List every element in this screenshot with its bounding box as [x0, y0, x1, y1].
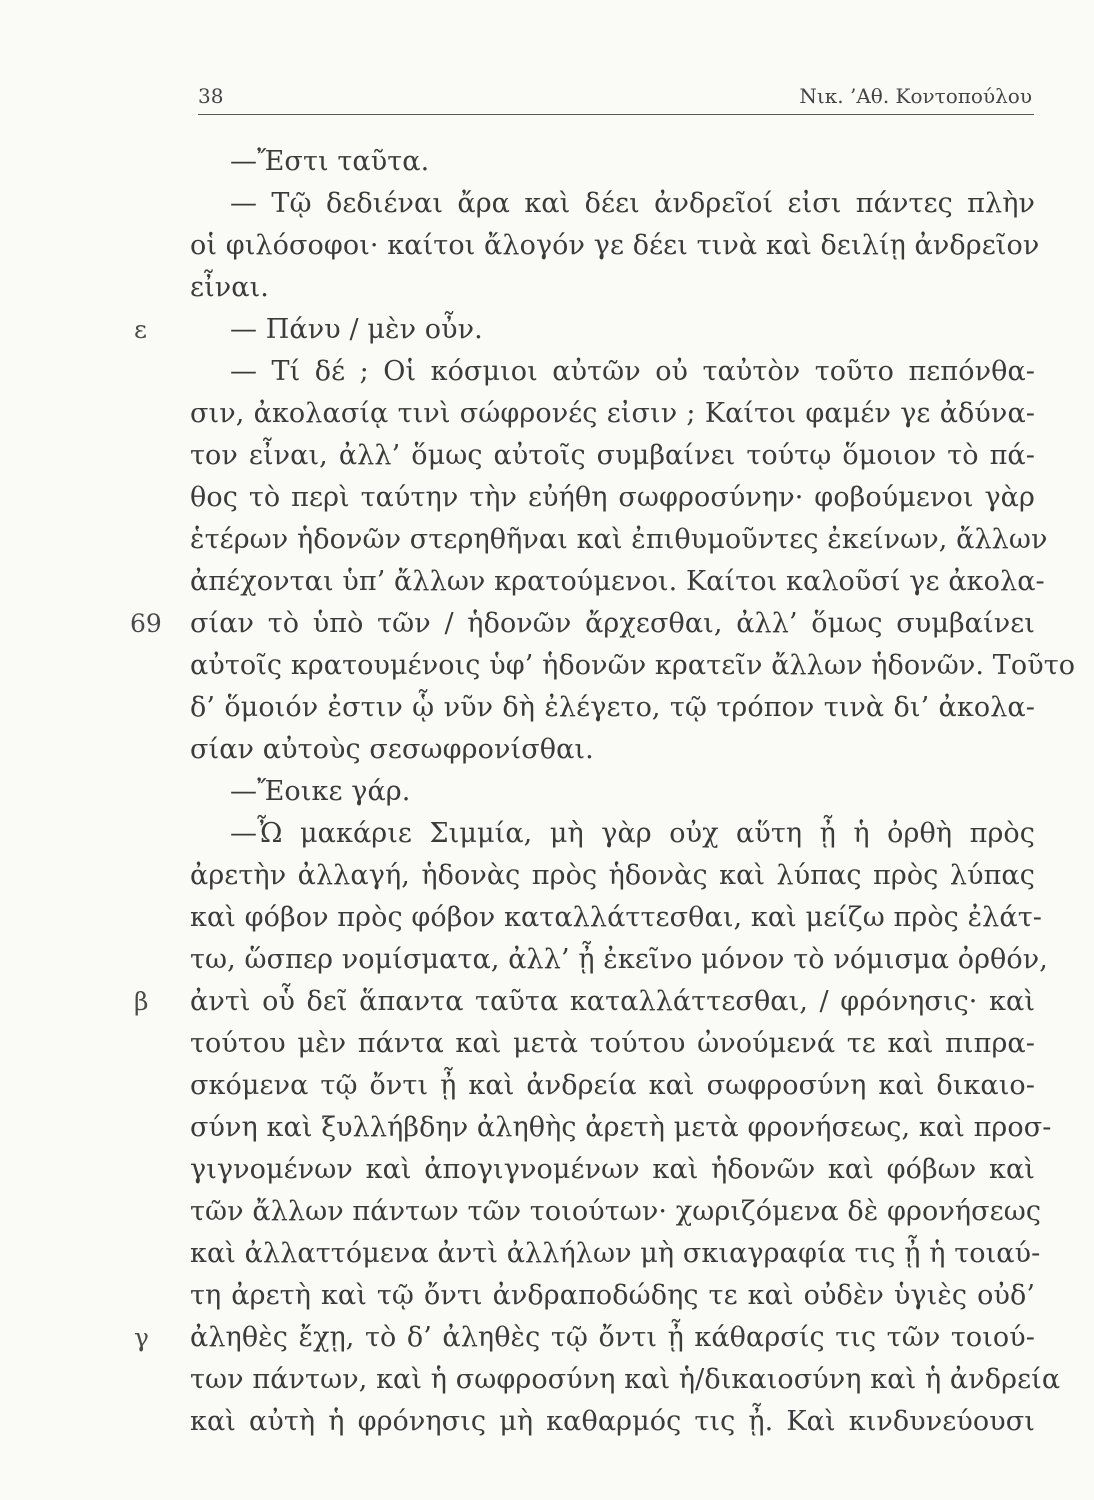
- margin-mark-beta: β: [134, 987, 149, 1016]
- text-line: ἀρετὴν ἀλλαγή, ἡδονὰς πρὸς ἡδονὰς καὶ λύπας πρὸς λύπας: [190, 860, 1035, 891]
- text-line: δ’ ὅμοιόν ἐστιν ᾧ νῦν δὴ ἐλέγετο, τῷ τρόπον τινὰ δι’ ἀκολα-: [190, 692, 1035, 723]
- text-line: ἑτέρων ἡδονῶν στερηθῆναι καὶ ἐπιθυμοῦντες ἐκείνων, ἄλλων: [190, 524, 1048, 555]
- text-line: σκόμενα τῷ ὄντι ᾖ καὶ ἀνδρεία καὶ σωφροσύνη καὶ δικαιο-: [190, 1070, 1035, 1101]
- text-line: τη ἀρετὴ καὶ τῷ ὄντι ἀνδραποδώδης τε καὶ οὐδὲν ὑγιὲς οὐδ’: [190, 1280, 1035, 1311]
- margin-mark-gamma: γ: [134, 1323, 149, 1352]
- text-line: σιν, ἀκολασίᾳ τινὶ σώφρονές εἰσιν ; Καίτοι φαμέν γε ἀδύνα-: [190, 398, 1035, 429]
- running-head: Νικ. ’Αθ. Κοντοπούλου: [799, 84, 1032, 108]
- text-line: τω, ὥσπερ νομίσματα, ἀλλ’ ᾖ ἐκεῖνο μόνον τὸ νόμισμα ὀρθόν,: [190, 944, 1048, 975]
- text-line: σίαν τὸ ὑπὸ τῶν / ἡδονῶν ἄρχεσθαι, ἀλλ’ ὅμως συμβαίνει: [190, 608, 1035, 639]
- margin-mark-epsilon: ε: [134, 315, 147, 344]
- text-line: τῶν ἄλλων πάντων τῶν τοιούτων· χωριζόμενα δὲ φρονήσεως: [190, 1196, 1042, 1227]
- text-line: καὶ ἀλλαττόμενα ἀντὶ ἀλλήλων μὴ σκιαγραφία τις ᾖ ἡ τοιαύ-: [190, 1238, 1041, 1269]
- text-line: ἀληθὲς ἔχῃ, τὸ δ’ ἀληθὲς τῷ ὄντι ᾖ κάθαρσίς τις τῶν τοιού-: [190, 1322, 1035, 1353]
- text-line: —Ὦ μακάριε Σιμμία, μὴ γὰρ οὐχ αὕτη ᾖ ἡ ὀρθὴ πρὸς: [230, 818, 1035, 849]
- text-line: καὶ αὐτὴ ἡ φρόνησις μὴ καθαρμός τις ᾖ. Καὶ κινδυνεύουσι: [190, 1406, 1035, 1437]
- text-line: ἀπέχονται ὑπ’ ἄλλων κρατούμενοι. Καίτοι καλοῦσί γε ἀκολα-: [190, 566, 1045, 597]
- text-line: τούτου μὲν πάντα καὶ μετὰ τούτου ὠνούμενά τε καὶ πιπρα-: [190, 1028, 1035, 1059]
- text-line: οἱ φιλόσοφοι· καίτοι ἄλογόν γε δέει τινὰ καὶ δειλίῃ ἀνδρεῖον: [190, 230, 1040, 261]
- text-line: σύνη καὶ ξυλλήβδην ἀληθὴς ἀρετὴ μετὰ φρονήσεως, καὶ προσ-: [190, 1112, 1052, 1143]
- text-line: αὐτοῖς κρατουμένοις ὑφ’ ἡδονῶν κρατεῖν ἄλλων ἡδονῶν. Τοῦτο: [190, 650, 1076, 681]
- text-line: θος τὸ περὶ ταύτην τὴν εὐήθη σωφροσύνην· φοβούμενοι γὰρ: [190, 482, 1035, 513]
- text-line: — Τί δέ ; Οἱ κόσμιοι αὐτῶν οὐ ταὐτὸν τοῦτο πεπόνθα-: [230, 356, 1035, 387]
- text-line: των πάντων, καὶ ἡ σωφροσύνη καὶ ἡ/δικαιοσύνη καὶ ἡ ἀνδρεία: [190, 1364, 1061, 1395]
- text-line: γιγνομένων καὶ ἀπογιγνομένων καὶ ἡδονῶν καὶ φόβων καὶ: [190, 1154, 1035, 1185]
- text-line: ἀντὶ οὗ δεῖ ἅπαντα ταῦτα καταλλάττεσθαι, / φρόνησις· καὶ: [190, 986, 1035, 1017]
- margin-mark-69: 69: [130, 609, 162, 638]
- text-line: καὶ φόβον πρὸς φόβον καταλλάττεσθαι, καὶ μείζω πρὸς ἐλάτ-: [190, 902, 1042, 933]
- text-line: τον εἶναι, ἀλλ’ ὅμως αὐτοῖς συμβαίνει τούτῳ ὅμοιον τὸ πά-: [190, 440, 1035, 471]
- text-line: σίαν αὐτοὺς σεσωφρονίσθαι.: [190, 734, 594, 765]
- text-line: —Ἔοικε γάρ.: [230, 776, 411, 807]
- text-line: — Πάνυ / μὲν οὖν.: [230, 314, 483, 345]
- text-line: — Τῷ δεδιέναι ἄρα καὶ δέει ἀνδρεῖοί εἰσι πάντες πλὴν: [230, 188, 1035, 219]
- page-number: 38: [198, 84, 224, 108]
- text-line: —Ἔστι ταῦτα.: [230, 146, 430, 177]
- text-line: εἶναι.: [190, 272, 269, 303]
- page-header: [198, 80, 1034, 115]
